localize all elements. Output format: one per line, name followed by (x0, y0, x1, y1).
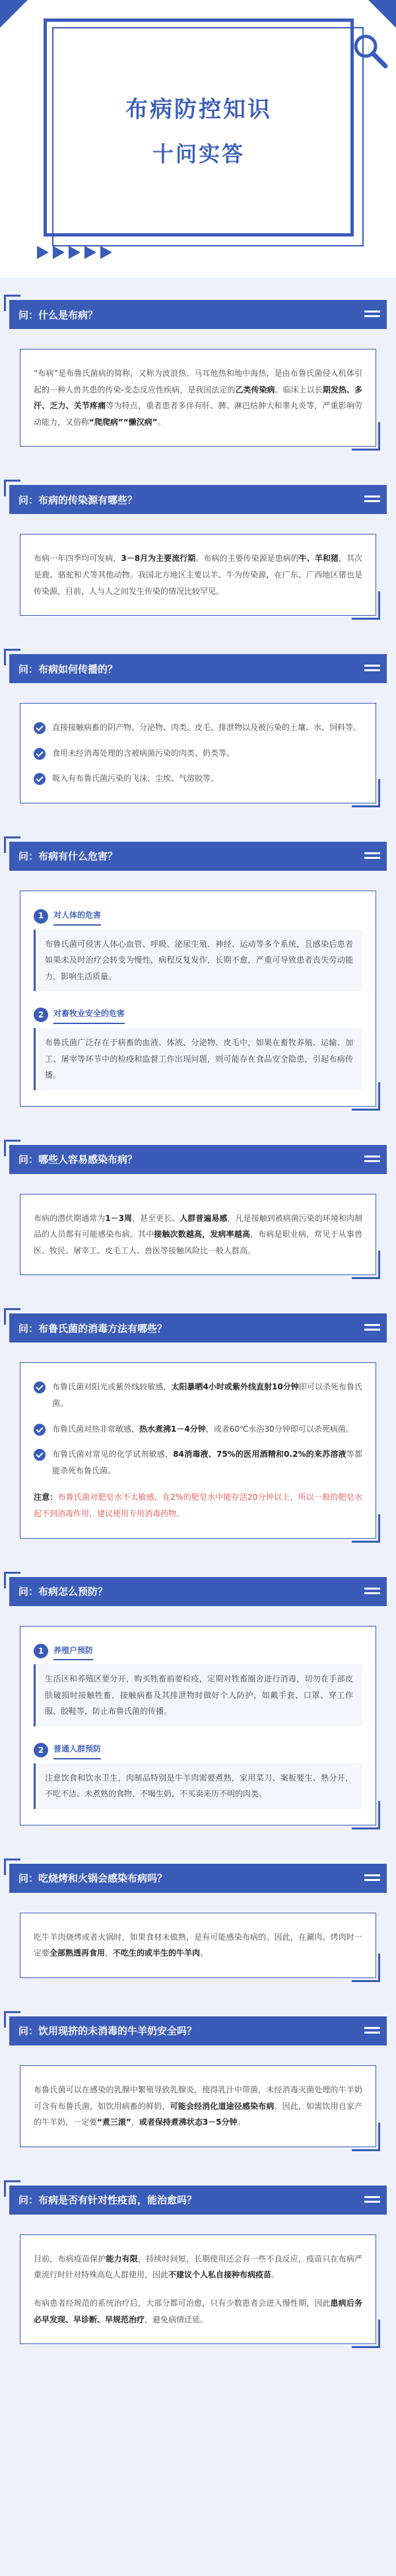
list-item-text: 吸入有布鲁氏菌污染的飞沫、尘埃、气溶胶等。 (52, 774, 219, 784)
bar-accent (364, 665, 380, 667)
answer-text: 。临床上以长 (275, 385, 323, 394)
number-badge: 2 (34, 1008, 48, 1022)
check-circle-icon (34, 1449, 46, 1461)
answer-text: 。 (237, 2117, 246, 2127)
sub-point (34, 907, 362, 991)
arrow-icon (100, 246, 112, 259)
answer-bold: 接触次数越高，发病率越高 (154, 1230, 251, 1239)
answer-text: ， (131, 2117, 139, 2127)
answer-box (20, 703, 376, 803)
answer-text: 布鲁氏菌对热非常敏感， (52, 1424, 140, 1434)
answer-text: 。布病的主要传染源是患病的 (195, 554, 299, 564)
bar-accent (364, 2027, 380, 2029)
answer-paragraph (34, 2251, 362, 2283)
arrow-icon (84, 246, 96, 259)
sub-point-header (34, 1006, 362, 1024)
title-frame-offset-border (52, 27, 364, 246)
question-bar (9, 1145, 387, 1174)
answer-bold: 热水煮沸1－4分钟 (139, 1424, 206, 1434)
answer-bold: 期发热、多汗、乏力、关节疼痛 (34, 385, 362, 411)
question-bar (9, 1864, 387, 1893)
list-item-text (52, 1379, 362, 1411)
question-bar (9, 485, 387, 514)
sub-point (34, 1741, 362, 1809)
qa-section-10 (0, 2186, 396, 2344)
question-text: 问：饮用现挤的未消毒的牛羊奶安全吗？ (18, 2025, 197, 2038)
question-text: 问：吃烧烤和火锅会感染布病吗？ (18, 1872, 168, 1885)
question-text: 问：哪些人容易感染布病？ (18, 1154, 138, 1166)
qa-section-6 (0, 1313, 396, 1538)
answer-bold: 不吃生的或半生的牛羊肉 (113, 1948, 201, 1958)
question-bar (9, 300, 387, 329)
bar-accent (364, 1874, 380, 1876)
answer-text: “布病”是布鲁氏菌病的简称，又称为波浪热、马耳他热和地中海热，是由布鲁氏菌侵入机体引起的一种人兽共患的传染-变态反应性疾病，是我国法定的 (34, 369, 362, 394)
number-badge: 1 (34, 1644, 48, 1658)
arrow-icon (53, 246, 65, 259)
corner-decoration (368, 0, 396, 28)
answer-text: 布病患者经规范的系统治疗后，大部分都可治愈，只有少数患者会进入慢性期，因此 (34, 2298, 331, 2308)
answer-paragraph (34, 1210, 362, 1259)
check-circle-icon (34, 722, 46, 734)
answer-text: 等为特点，重者患者多伴有肝、脾、淋巴结肿大和睾丸炎等，严重影响劳动能力，又俗称 (34, 401, 362, 427)
answer-text: 布病一年四季均可发病， (34, 554, 121, 564)
answer-text: 。 (200, 1948, 209, 1958)
bar-accent (364, 852, 380, 854)
note-label: 注意： (34, 1492, 58, 1502)
answer-paragraph (34, 1929, 362, 1962)
check-circle-icon (34, 1424, 46, 1436)
list-item (34, 1421, 362, 1438)
question-bar (9, 1577, 387, 1606)
qa-section-2 (0, 485, 396, 616)
answer-bold: 不建议个人私自接种布病疫苗 (168, 2270, 272, 2280)
answer-paragraph (34, 365, 362, 430)
magnifier-icon (350, 30, 389, 70)
answer-bold: 牛、羊和猪 (298, 554, 339, 564)
answer-bold: “煮三滚” (97, 2117, 131, 2127)
answer-box (20, 1362, 376, 1538)
sub-point-title: 养殖户预防 (53, 1642, 93, 1661)
sub-point-header (34, 907, 362, 926)
sub-point-body: 布鲁氏菌广泛存在于病畜的血液、体液、分泌物、皮毛中，如果在畜牧养殖、运输、加工、屠宰等环节中的检疫和监督工作出现问题，则可能存在食品安全隐患，引起布病传播。 (34, 1028, 362, 1090)
answer-paragraph (34, 550, 362, 599)
list-item (34, 719, 362, 736)
bar-accent (364, 311, 380, 313)
answer-text: ，或者60℃水浴30分钟即可以杀死病菌。 (205, 1424, 354, 1434)
arrow-icon (69, 246, 81, 259)
answer-box (20, 2234, 376, 2344)
question-bar (9, 842, 387, 871)
answer-bold: 全部熟透再食用 (50, 1948, 106, 1958)
answer-text: 布鲁氏菌对常见的化学试剂敏感， (52, 1450, 174, 1459)
answer-text: 。 (271, 2270, 280, 2280)
page-title: 布病防控知识 (125, 96, 272, 123)
answer-text: ，持续时间短，长期使用还会有一些不良反应，疫苗只在布病严重流行时针对特殊高危人群使用，因此 (34, 2254, 362, 2280)
answer-text: ，其次是鹿、骆驼和犬等其他动物。我国北方地区主要以羊、牛为传染源，在广东、广西地区猪也是传染源，目前，人与人之间发生传染的情况比较罕见。 (34, 554, 362, 596)
qa-section-7 (0, 1577, 396, 1825)
answer-bold: 乙类传染病 (235, 385, 275, 394)
check-circle-icon (34, 1381, 46, 1393)
sub-point-body: 注意饮食和饮水卫生，肉制品特别是牛羊肉需要煮熟，家用菜刀、案板要生、熟分开，不吃不洁、未煮熟的食物，不喝生奶，不买卖来历不明的肉类。 (34, 1763, 362, 1809)
answer-box (20, 534, 376, 616)
answer-box (20, 1626, 376, 1825)
question-text: 问：布病有什么危害？ (18, 850, 118, 863)
answer-bold: “爬爬病”“懒汉病” (89, 417, 158, 427)
answer-text: ， (105, 1948, 114, 1958)
list-item-text: 直接接触病畜的阴产物、分泌物、肉类、皮毛、排泄物以及被污染的土壤、水、饲料等。 (52, 723, 362, 733)
answer-text: 等都能杀死布鲁氏菌。 (52, 1450, 362, 1475)
answer-bold: 或者保持煮沸状态3－5分钟 (139, 2117, 238, 2127)
sub-point-title: 对人体的危害 (53, 907, 101, 926)
bar-accent (364, 1588, 380, 1590)
sub-point-body: 生活区和养殖区要分开，购买牲畜前要检疫，定期对牲畜圈舍进行消毒，切勿在手部皮肤破损时接触牲畜，接触病畜及其排泄物时做好个人防护，如戴手套、口罩、穿工作服、胶鞋等，防止布鲁氏菌的传播。 (34, 1664, 362, 1726)
question-bar (9, 654, 387, 683)
answer-bold: 能力有限 (106, 2254, 138, 2263)
answer-box (20, 349, 376, 447)
question-bar (9, 2016, 387, 2045)
sub-point-title: 对畜牧业安全的危害 (53, 1006, 125, 1024)
question-text: 问：布病是否有针对性疫苗，能治愈吗？ (18, 2194, 197, 2207)
note-text: 布鲁氏菌对肥皂水不太敏感，在2%的肥皂水中能存活20分钟以上，所以一般的肥皂水起不到消毒作用，建议使用专用消毒药物。 (34, 1492, 362, 1519)
qa-section-8 (0, 1864, 396, 1978)
question-text: 问：什么是布病？ (18, 309, 98, 321)
answer-text: 目前，布病疫苗保护 (34, 2254, 106, 2263)
answer-text: 即可以杀死布鲁氏菌。 (52, 1382, 362, 1409)
qa-section-5 (0, 1145, 396, 1276)
bar-accent (364, 2196, 380, 2198)
answer-text: ，布病是职业病，常见于从事兽医、牧民、屠宰工、皮毛工人、兽医等接触风险比一般人群高。 (34, 1230, 362, 1255)
answer-bold: 可能会经消化道途径感染布病 (170, 2101, 275, 2111)
answer-box (20, 891, 376, 1107)
answer-text: 。 (157, 417, 166, 427)
answer-bold: 患病后务必早发现、早诊断、早规范治疗 (34, 2298, 362, 2324)
arrow-icon (37, 246, 49, 259)
answer-text: ，避免病情迁延。 (145, 2314, 209, 2324)
sub-point-header (34, 1642, 362, 1661)
answer-box (20, 2065, 376, 2147)
qa-section-4 (0, 842, 396, 1107)
note-paragraph (34, 1489, 362, 1522)
qa-section-3 (0, 654, 396, 803)
sub-point-body: 布鲁氏菌可侵害人体心血管、呼吸、泌尿生殖、神经、运动等多个系统，且感染后患者如果未及时治疗会转变为慢性，病程反复发作，长期不愈，严重可导致患者丧失劳动能力，影响生活质量。 (34, 930, 362, 992)
answer-text: 布鲁氏菌对阳光或紫外线较敏感， (52, 1382, 172, 1392)
question-text: 问：布病怎么预防？ (18, 1586, 108, 1598)
qa-section-1 (0, 300, 396, 447)
bar-accent (364, 496, 380, 497)
sub-point (34, 1642, 362, 1726)
answer-text: 。因此，如需饮用自家产的牛羊奶，一定要 (34, 2101, 362, 2127)
answer-text: ，凡是接触到被病菌污染的环境和肉制品的人员都有可能感染布病。其中 (34, 1213, 362, 1239)
list-item-text (52, 1446, 362, 1479)
answer-text: ，甚至更长。 (132, 1213, 180, 1223)
answer-text: 布鲁氏菌可以在感染的乳腺中繁殖导致乳腺炎，使得乳汁中带菌，未经消毒灭菌处理的牛羊奶可含有布鲁氏菌，如饮用病畜的鲜奶， (34, 2084, 362, 2111)
list-item-text (52, 1421, 354, 1438)
list-item-text: 食用未经消毒处理的含被病菌污染的肉类、奶类等。 (52, 748, 235, 758)
corner-decoration (0, 0, 28, 28)
title-frame (44, 18, 354, 237)
qa-section-9 (0, 2016, 396, 2147)
answer-box (20, 1194, 376, 1276)
sub-point-header (34, 1741, 362, 1759)
header-banner (0, 0, 396, 277)
question-text: 问：布鲁氏菌的消毒方法有哪些？ (18, 1322, 168, 1335)
list-item (34, 770, 362, 787)
question-text: 问：布病如何传播的？ (18, 663, 118, 675)
answer-bold: 84消毒液、75%的医用酒精和0.2%的来苏溶液 (173, 1450, 346, 1459)
number-badge: 2 (34, 1743, 48, 1757)
bar-accent (364, 1324, 380, 1326)
sub-point-title: 普通人群预防 (53, 1741, 101, 1759)
answer-box (20, 1913, 376, 1978)
answer-paragraph (34, 2082, 362, 2131)
answer-bold: 3－8月为主要流行期 (121, 554, 196, 564)
check-circle-icon (34, 748, 46, 760)
question-bar (9, 2186, 387, 2215)
page-subtitle: 十问实答 (152, 141, 245, 166)
answer-bold: 1－3周 (105, 1213, 133, 1223)
answer-bold: 太阳暴晒4小时或紫外线直射10分钟 (171, 1382, 299, 1392)
arrow-decoration (37, 246, 112, 259)
question-text: 问：布病的传染源有哪些？ (18, 494, 138, 506)
number-badge: 1 (34, 909, 48, 924)
list-item (34, 1379, 362, 1411)
list-item (34, 745, 362, 762)
answer-text: 布病的潜伏期通常为 (34, 1213, 106, 1223)
sub-point (34, 1006, 362, 1089)
answer-paragraph (34, 2295, 362, 2328)
check-circle-icon (34, 773, 46, 785)
answer-bold: 人群普遍易感 (180, 1213, 228, 1223)
list-item (34, 1446, 362, 1479)
bar-accent (364, 1156, 380, 1158)
question-bar (9, 1313, 387, 1343)
answer-text: 吃牛羊肉烧烤或者火锅时，如果食材未做熟，是有可能感染布病的。因此，在涮肉、烤肉时一定要 (34, 1932, 362, 1958)
